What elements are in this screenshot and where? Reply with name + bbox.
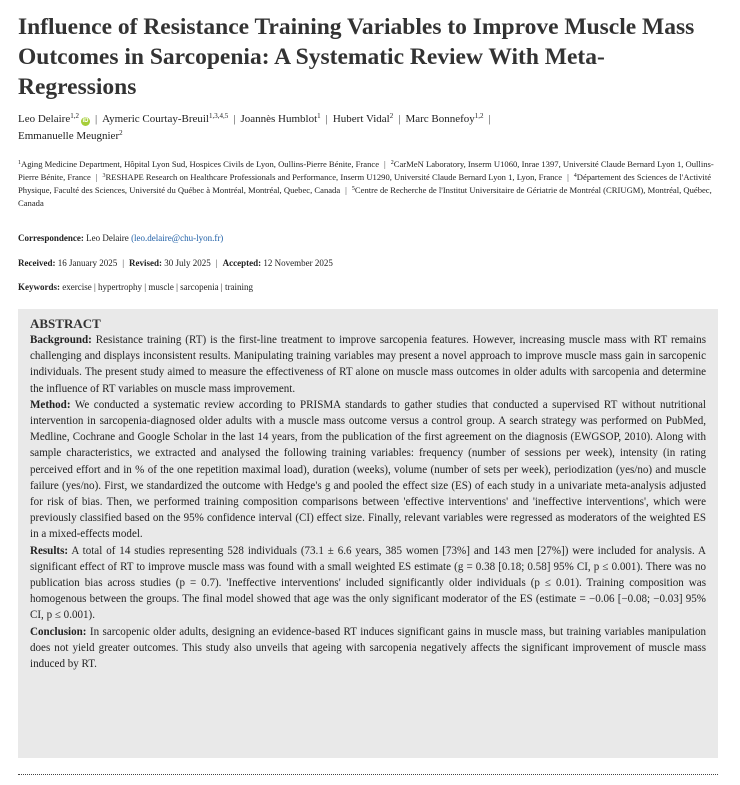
section-text: A total of 14 studies representing 528 individuals (73.1 ± 6.6 years, 385 women [73%] and 143 men [27%]) were included for analysis. A significant effect of RT to improve muscle mass was found with a small weighted ES estimate (g = 0.38 [0.18; 0.58] 95% CI, p ≤ 0.001). There was no publication bias across studies (p = 0.7). 'Ineffective interventions' included significantly older individuals (p ≤ 0.01). Training composition was homogenous between the groups. The final model showed that age was the only significant moderator of the ES (estimate = −0.06 [−0.08; −0.03] 95% CI, p ≤ 0.001).	[30, 544, 707, 622]
author-affil-sup: 1,3,4,5	[209, 112, 229, 120]
author-separator: |	[488, 113, 491, 125]
keywords-line: Keywords: exercise | hypertrophy | muscle | sarcopenia | training	[18, 282, 253, 292]
affil-sup: 4	[573, 173, 577, 179]
section-label: Method:	[30, 398, 71, 411]
correspondence-name: Leo Delaire	[86, 233, 129, 243]
abstract-background	[30, 332, 706, 397]
affiliation-text: Département des Sciences de l'Activité Physique, Faculté des Sciences, Université du Québec à Montréal, Montréal, Quebec, Canada	[18, 172, 712, 195]
affil-sup: 3	[102, 173, 106, 179]
dates-separator: |	[215, 258, 218, 268]
author-affil-sup: 1	[317, 112, 321, 120]
accepted-label: Accepted:	[222, 258, 262, 268]
correspondence-email-link[interactable]: (leo.delaire@chu-lyon.fr)	[131, 233, 224, 243]
section-text: We conducted a systematic review according to PRISMA standards to gather studies that conducted a supervised RT without nutritional intervention in sarcopenia-diagnosed older adults with a muscle mass outcome versus a control group. A search strategy was performed on PubMed, Medline, Cochrane and Google Scholar in the last 14 years, from the publication of the first agreement on the diagnosis (EWGSOP, 2010). Along with sample characteristics, we extracted and analysed the following training variables: frequency (number of sessions per week), intensity (in rating perceived effort and in % of the one repetition maximal load), duration (weeks), volume (number of sets per week), periodization (yes/no) and muscle failure (yes/no). First, we standardized the outcome with Hedge's g and pooled the effect size (ES) of each study in a univariate meta-analysis adjusted for risk of bias. Then, we performed training composition comparisons between 'effective interventions' and 'ineffective interventions', which were previously classified based on the 95% confidence interval (CI) effect size. Finally, relevant variables were regressed as moderators of the weighted ES in a mixed-effects model.	[30, 398, 706, 541]
dates-separator: |	[122, 258, 125, 268]
abstract-method	[30, 397, 706, 543]
paper-title: Influence of Resistance Training Variables to Improve Muscle Mass Outcomes in Sarcopenia: A Systematic Review With Meta-Regressions	[18, 14, 695, 100]
revised-date: 30 July 2025	[164, 258, 211, 268]
section-text: In sarcopenic older adults, designing an evidence-based RT induces significant gains in muscle mass, but training variables manipulation does not yield greater outcomes. This study also unveils that ageing with sarcopenia negatively affects the significant improvement of muscle mass induced by RT.	[30, 625, 706, 671]
section-divider	[18, 774, 718, 775]
author-affil-sup: 2	[119, 129, 123, 137]
affil-separator: |	[95, 172, 98, 182]
affiliation-text: CarMeN Laboratory, Inserm U1060, Inrae 1397, Université Claude Bernard Lyon 1, Oullins-Pierre Bénite, France	[18, 159, 714, 182]
keyword[interactable]: sarcopenia	[180, 282, 219, 292]
keywords-label: Keywords:	[18, 282, 60, 292]
author-separator: |	[94, 113, 98, 125]
keyword[interactable]: training	[224, 282, 253, 292]
correspondence-label: Correspondence:	[18, 233, 84, 243]
affiliations	[18, 158, 720, 210]
section-label: Results:	[30, 544, 69, 557]
author-name[interactable]: Emmanuelle Meugnier	[18, 130, 120, 142]
dates-line	[18, 257, 333, 269]
affiliation-text: Centre de Recherche de l'Institut Universitaire de Gériatrie de Montréal (CRIUGM), Montréal, Québec, Canada	[18, 185, 712, 208]
abstract-heading: ABSTRACT	[30, 316, 101, 331]
keyword[interactable]: hypertrophy	[98, 282, 143, 292]
received-date: 16 January 2025	[57, 258, 118, 268]
author-name[interactable]: Leo Delaire	[18, 113, 71, 125]
author-name[interactable]: Hubert Vidal	[332, 113, 390, 125]
section-label: Conclusion:	[30, 625, 87, 638]
affil-separator: |	[567, 172, 569, 182]
received-label: Received:	[18, 258, 56, 268]
section-label: Background:	[30, 334, 92, 346]
keyword[interactable]: muscle	[148, 282, 174, 292]
affil-separator: |	[345, 185, 347, 195]
keyword[interactable]: exercise	[62, 282, 92, 292]
author-affil-sup: 2	[389, 112, 394, 120]
accepted-date: 12 November 2025	[263, 258, 333, 268]
author-affil-sup: 1,2	[70, 112, 79, 120]
affiliation-text: Aging Medicine Department, Hôpital Lyon Sud, Hospices Civils de Lyon, Oullins-Pierre Bénite, France	[21, 159, 380, 169]
author-separator: |	[233, 113, 236, 125]
orcid-icon[interactable]: iD	[82, 118, 89, 124]
section-text: Resistance training (RT) is the first-line treatment to improve sarcopenia features. However, increasing muscle mass with RT remains challenging and displays inconsistent results. Manipulating training variables may present a novel approach to improve muscle mass gain in sarcopenic individuals. The present study aimed to measure the effectiveness of RT alone on muscle mass outcomes in older adults with sarcopenia and determine the influence of RT variables on muscle mass improvement.	[30, 334, 706, 395]
author-name[interactable]: Aymeric Courtay-Breuil	[102, 113, 209, 125]
author-list	[18, 111, 718, 145]
affil-separator: |	[384, 159, 386, 169]
author-name[interactable]: Marc Bonnefoy	[405, 113, 475, 125]
author-separator: |	[398, 113, 401, 125]
affil-sup: 1	[18, 160, 21, 166]
author-name[interactable]: Joannès Humblot	[240, 113, 318, 125]
abstract-results	[30, 543, 706, 624]
revised-label: Revised:	[129, 258, 163, 268]
affil-sup: 2	[390, 160, 394, 166]
author-affil-sup: 1,2	[474, 112, 484, 120]
abstract-conclusion	[30, 624, 706, 673]
abstract-box	[18, 309, 718, 758]
author-separator: |	[325, 113, 328, 125]
affiliation-text: RESHAPE Research on Healthcare Professionals and Performance, Inserm U1290, Université Claude Bernard Lyon 1, Lyon, France	[105, 172, 563, 182]
correspondence	[18, 232, 223, 244]
affil-sup: 5	[351, 186, 355, 192]
